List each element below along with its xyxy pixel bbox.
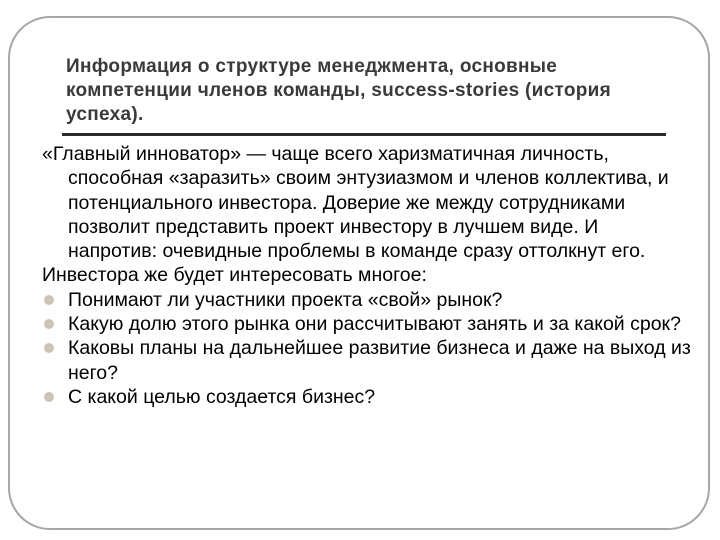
slide-title: Информация о структуре менеджмента, основные компетенции членов команды, success-stories (история успеха).: [66, 56, 612, 125]
list-item-text: Каковы планы на дальнейшее развитие бизнеса и даже на выход из него?: [68, 337, 691, 384]
bullet-dot-icon: [44, 343, 54, 353]
slide-body: [42, 142, 692, 409]
bullet-dot-icon: [44, 319, 54, 329]
list-item: [42, 312, 692, 336]
list-item: [42, 385, 692, 409]
list-item-text: Какую долю этого рынка они рассчитывают занять и за какой срок?: [68, 313, 681, 336]
list-item: [42, 288, 692, 312]
investor-questions-list: [42, 288, 692, 409]
investor-lead-text: Инвестора же будет интересовать многое:: [42, 264, 427, 287]
list-item-text: Понимают ли участники проекта «свой» рынок?: [68, 288, 503, 311]
bullet-dot-icon: [44, 295, 54, 305]
bullet-dot-icon: [44, 392, 54, 402]
list-item: [42, 336, 692, 385]
intro-paragraph: «Главный инноватор» — чаще всего харизматичная личность, способная «заразить» своим энтузиазмом и членов коллектива, и потенциального инвестора. Доверие же между сотрудниками позволит представить проект инвестору в лучшем виде. И напротив: очевидные проблемы в команде сразу оттолкнут его.: [42, 143, 669, 263]
title-divider: [62, 133, 666, 136]
list-item-text: С какой целью создается бизнес?: [68, 385, 376, 408]
